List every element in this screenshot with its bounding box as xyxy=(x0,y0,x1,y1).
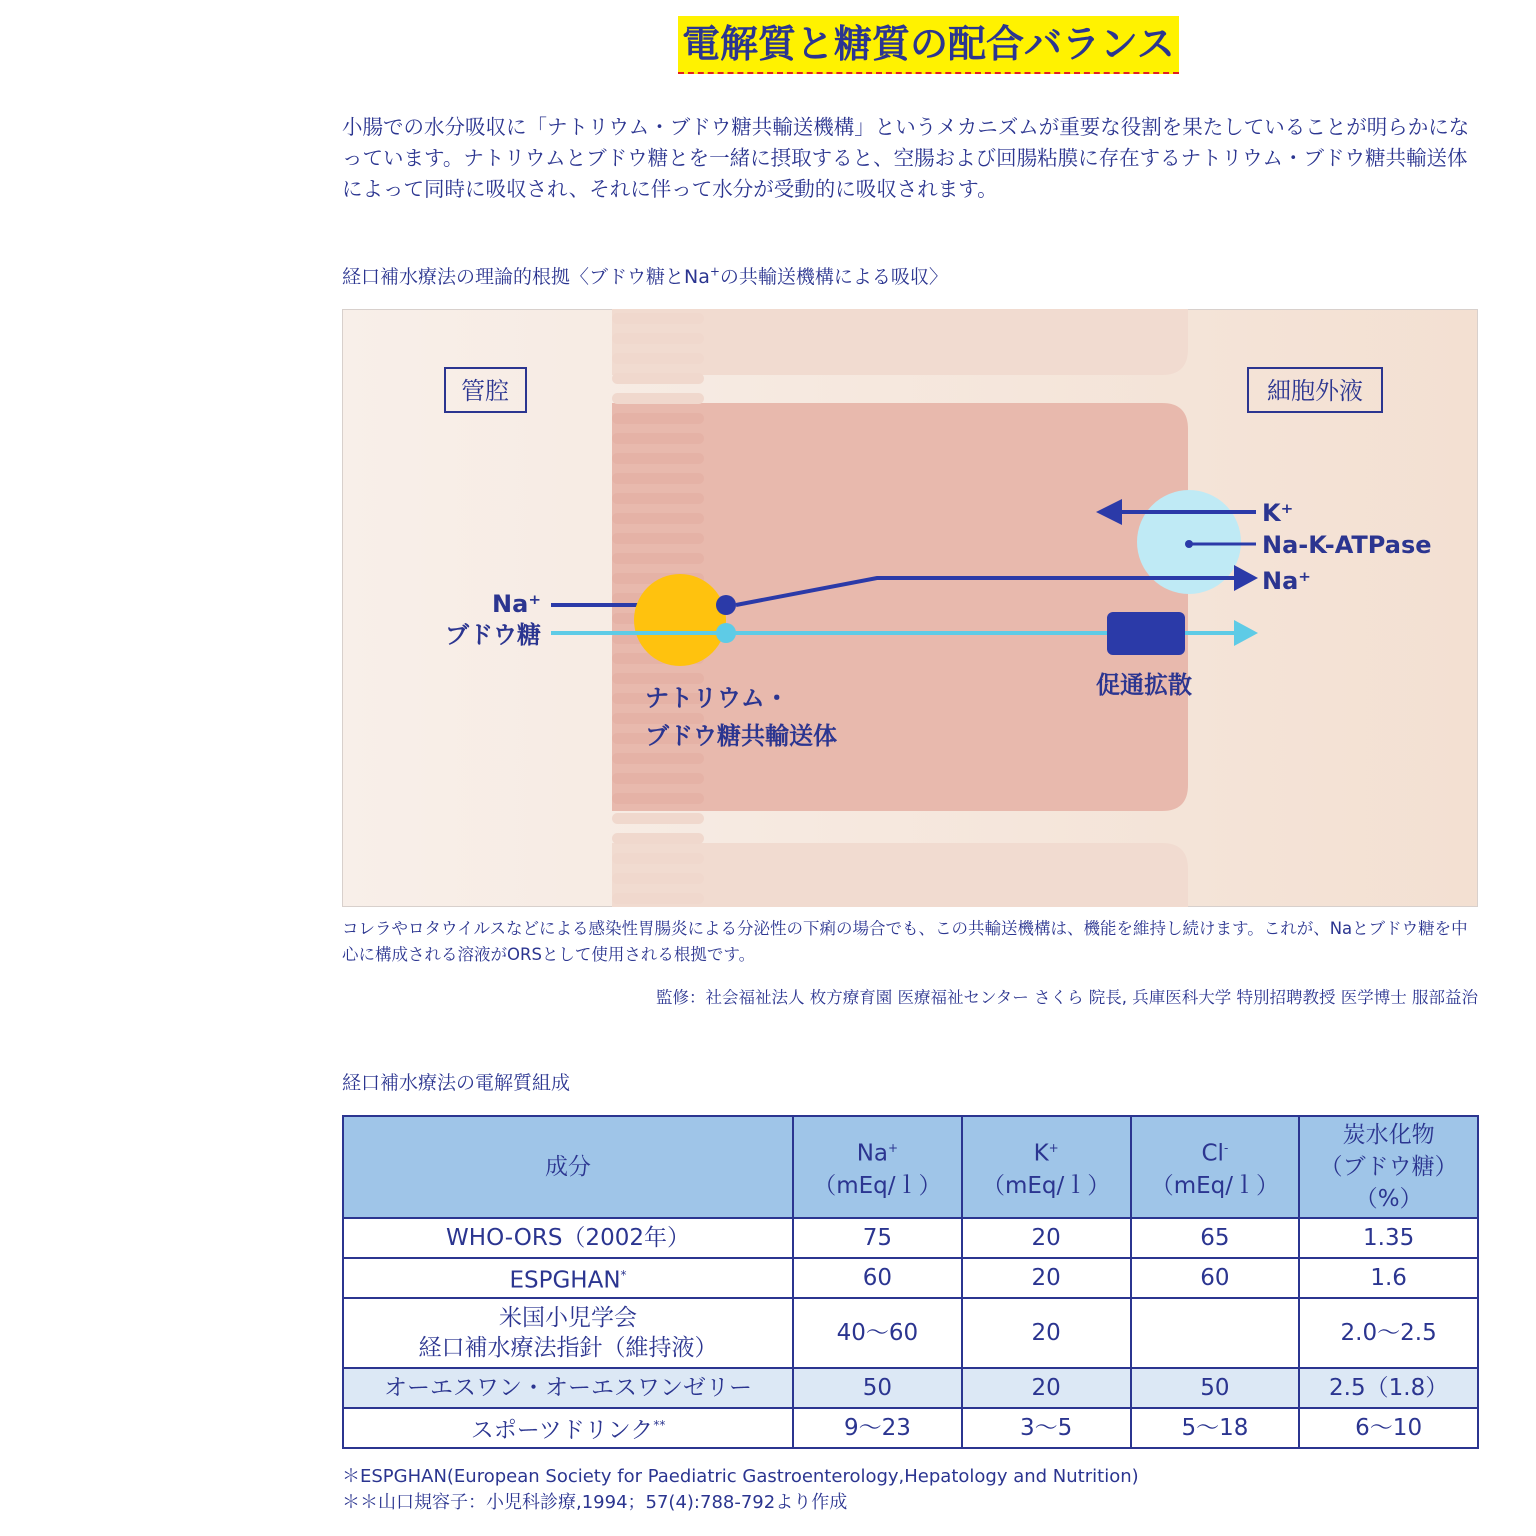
row-k: 20 xyxy=(962,1218,1131,1258)
row-name-line1: 米国小児学会 xyxy=(499,1305,637,1331)
row-name-text: スポーツドリンク xyxy=(470,1417,654,1444)
row-cl: 60 xyxy=(1131,1258,1300,1298)
table-row xyxy=(343,1298,1478,1368)
supervisor-credit: 監修：社会福祉法人 枚方療育園 医療福祉センター さくら 院長, 兵庫医科大学 特別招聘教授 医学博士 服部益治 xyxy=(655,988,1478,1007)
microvillus xyxy=(612,453,704,464)
row-k: 20 xyxy=(962,1258,1131,1298)
na-left-label: Na⁺ xyxy=(492,590,541,618)
microvillus xyxy=(612,793,704,804)
row-name xyxy=(343,1298,793,1368)
microvillus xyxy=(612,433,704,444)
row-k: 3〜5 xyxy=(962,1408,1131,1448)
row-cl xyxy=(1131,1298,1300,1368)
facilitated-diffusion-label: 促通拡散 xyxy=(1096,671,1192,699)
atpase-pointer-dot xyxy=(1185,540,1193,548)
microvillus xyxy=(612,813,704,824)
table-row-highlighted xyxy=(343,1368,1478,1408)
microvillus xyxy=(612,773,704,784)
row-na: 9〜23 xyxy=(793,1408,962,1448)
header-k xyxy=(962,1116,1131,1218)
row-k: 20 xyxy=(962,1368,1131,1408)
lumen-label: 管腔 xyxy=(461,377,509,405)
microvillus xyxy=(612,833,704,844)
row-name: オーエスワン・オーエスワンゼリー xyxy=(343,1368,793,1408)
header-cl-label: Cl xyxy=(1201,1140,1224,1167)
header-na xyxy=(793,1116,962,1218)
na-binding-site xyxy=(716,595,736,615)
microvillus xyxy=(612,413,704,424)
row-na: 75 xyxy=(793,1218,962,1258)
header-na-label: Na xyxy=(856,1140,889,1167)
microvillus xyxy=(612,853,704,864)
header-carbohydrate xyxy=(1299,1116,1478,1218)
microvillus xyxy=(612,393,704,404)
glucose-left-label: ブドウ糖 xyxy=(445,621,541,649)
header-cl xyxy=(1131,1116,1300,1218)
row-carb: 1.35 xyxy=(1299,1218,1478,1258)
header-carb-3: （%） xyxy=(1354,1186,1423,1212)
cotransport-diagram xyxy=(342,309,1478,907)
header-k-unit: （mEq/ｌ） xyxy=(981,1172,1111,1199)
microvillus xyxy=(612,893,704,904)
row-name xyxy=(343,1258,793,1298)
diagram-caption xyxy=(342,262,948,289)
microvillus xyxy=(612,373,704,384)
header-cl-unit: （mEq/ｌ） xyxy=(1150,1172,1280,1199)
atpase-label: Na-K-ATPase xyxy=(1262,531,1432,559)
k-right-label: K⁺ xyxy=(1262,499,1294,527)
footnote-2: ＊＊山口規容子：小児科診療,1994；57(4):788-792より作成 xyxy=(342,1492,848,1513)
row-name-line2: 経口補水療法指針（維持液） xyxy=(418,1335,718,1361)
microvillus xyxy=(612,553,704,564)
row-k: 20 xyxy=(962,1298,1131,1368)
microvillus xyxy=(612,753,704,764)
header-k-label: K xyxy=(1033,1140,1049,1167)
row-name-mark: ** xyxy=(653,1418,666,1433)
electrolyte-table xyxy=(342,1115,1479,1449)
row-na: 50 xyxy=(793,1368,962,1408)
header-cl-sup: - xyxy=(1223,1141,1229,1156)
header-carb-1: 炭水化物 xyxy=(1342,1122,1435,1148)
microvillus xyxy=(612,313,704,324)
table-row xyxy=(343,1218,1478,1258)
cotransporter xyxy=(634,574,726,666)
row-carb: 1.6 xyxy=(1299,1258,1478,1298)
page-title: 電解質と糖質の配合バランス xyxy=(678,16,1179,74)
microvillus xyxy=(612,533,704,544)
cotransporter-label-2: ブドウ糖共輸送体 xyxy=(645,722,837,750)
microvillus xyxy=(612,673,704,684)
microvillus xyxy=(612,493,704,504)
glucose-binding-site xyxy=(716,623,736,643)
header-k-sup: + xyxy=(1048,1141,1059,1156)
row-cl: 50 xyxy=(1131,1368,1300,1408)
row-carb: 2.5（1.8） xyxy=(1299,1368,1478,1408)
row-na: 40〜60 xyxy=(793,1298,962,1368)
table-header-row xyxy=(343,1116,1478,1218)
glut-transporter xyxy=(1107,612,1185,655)
diagram-caption-pre: 経口補水療法の理論的根拠〈ブドウ糖とNa xyxy=(342,266,710,288)
header-na-unit: （mEq/ｌ） xyxy=(813,1172,942,1199)
microvillus xyxy=(612,353,704,364)
microvillus xyxy=(612,513,704,524)
intro-paragraph: 小腸での水分吸収に「ナトリウム・ブドウ糖共輸送機構」というメカニズムが重要な役割を果たしていることが明らかになっています。ナトリウムとブドウ糖とを一緒に摂取すると、空腸および回腸粘膜に存在するナトリウム・ブドウ糖共輸送体によって同時に吸収され、それに伴って水分が受動的に吸収されます。 xyxy=(342,115,1470,201)
row-name-text: ESPGHAN xyxy=(509,1267,621,1294)
row-name-mark: * xyxy=(620,1268,627,1283)
table-row xyxy=(343,1408,1478,1448)
cotransporter-label-1: ナトリウム・ xyxy=(645,684,789,712)
header-na-sup: + xyxy=(888,1141,899,1156)
diagram-caption-sup: + xyxy=(709,264,720,279)
table-row xyxy=(343,1258,1478,1298)
microvillus xyxy=(612,333,704,344)
ecf-label: 細胞外液 xyxy=(1267,377,1363,405)
microvillus xyxy=(612,873,704,884)
diagram-note: コレラやロタウイルスなどによる感染性胃腸炎による分泌性の下痢の場合でも、この共輸送機構は、機能を維持し続けます。これが、Naとブドウ糖を中心に構成される溶液がORSとして使用される根拠です。 xyxy=(342,919,1468,964)
row-name: WHO-ORS（2002年） xyxy=(343,1218,793,1258)
table-caption: 経口補水療法の電解質組成 xyxy=(342,1072,571,1094)
footnote-1: ＊ESPGHAN(European Society for Paediatric Gastroenterology,Hepatology and Nutrition) xyxy=(342,1466,1139,1487)
diagram-caption-post: の共輸送機構による吸収〉 xyxy=(719,266,948,288)
row-na: 60 xyxy=(793,1258,962,1298)
row-carb: 2.0〜2.5 xyxy=(1299,1298,1478,1368)
row-name xyxy=(343,1408,793,1448)
header-carb-2: （ブドウ糖） xyxy=(1319,1154,1458,1180)
row-carb: 6〜10 xyxy=(1299,1408,1478,1448)
row-cl: 65 xyxy=(1131,1218,1300,1258)
na-right-label: Na⁺ xyxy=(1262,567,1311,595)
row-cl: 5〜18 xyxy=(1131,1408,1300,1448)
header-component: 成分 xyxy=(343,1116,793,1218)
microvillus xyxy=(612,473,704,484)
